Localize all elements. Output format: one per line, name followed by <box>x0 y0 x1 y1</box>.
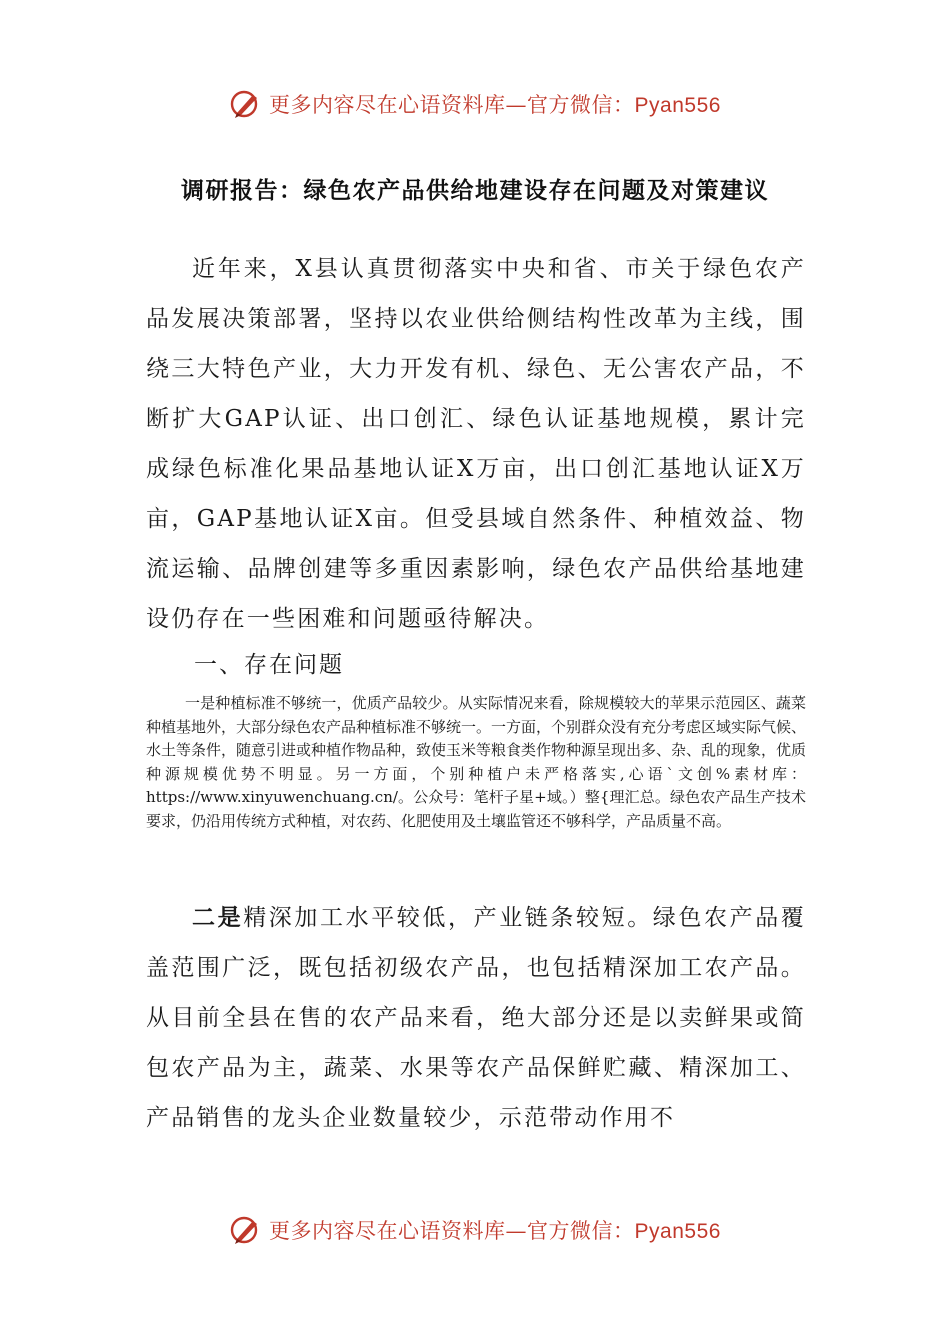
point-one-paragraph <box>146 692 806 833</box>
point-one-text: 一是种植标准不够统一，优质产品较少。从实际情况来看，除规模较大的苹果示范园区、蔬菜种植基地外，大部分绿色农产品种植标准不够统一。一方面，个别群众没有充分考虑区域实际气候、水土等条件，随意引进或种植作物品种，致使玉米等粮食类作物种源呈现出多、杂、乱的现象，优质种源规模优势不明显。另一方面，个别种植户未严格落实,心语`文创%素材库：https://www.xinyuwenchuang.cn/。公众号：笔杆子星+域。）整{理汇总。绿色农产品生产技术要求，仍沿用传统方式种植，对农药、化肥使用及土壤监管还不够科学，产品质量不高。 <box>146 694 807 830</box>
point-two-text <box>146 893 806 1143</box>
point-two-paragraph <box>146 893 806 1143</box>
intro-paragraph <box>146 244 806 644</box>
banner-text-main: 更多内容尽在心语资料库—官方微信： <box>269 1219 635 1243</box>
banner-wechat-id: Pyan556 <box>634 94 721 117</box>
banner-text-main: 更多内容尽在心语资料库—官方微信： <box>269 93 635 117</box>
banner-text <box>269 1215 721 1245</box>
section-heading: 一、存在问题 <box>194 652 344 678</box>
footer-banner <box>0 1210 950 1250</box>
banner-wechat-id: Pyan556 <box>634 1220 721 1243</box>
header-banner <box>0 84 950 124</box>
point-two-body: 精深加工水平较低，产业链条较短。绿色农产品覆盖范围广泛，既包括初级农产品，也包括精深加工农产品。从目前全县在售的农产品来看，绝大部分还是以卖鲜果或简包农产品为主，蔬菜、水果等农产品保鲜贮藏、精深加工、产品销售的龙头企业数量较少，示范带动作用不 <box>146 905 806 1131</box>
pen-circle-logo-icon <box>229 87 263 121</box>
point-two-lead: 二是 <box>192 904 244 931</box>
intro-text: 近年来，X县认真贯彻落实中央和省、市关于绿色农产品发展决策部署，坚持以农业供给侧结构性改革为主线，围绕三大特色产业，大力开发有机、绿色、无公害农产品，不断扩大GAP认证、出口创汇、绿色认证基地规模，累计完成绿色标准化果品基地认证X万亩，出口创汇基地认证X万亩，GAP基地认证X亩。但受县域自然条件、种植效益、物流运输、品牌创建等多重因素影响，绿色农产品供给基地建设仍存在一些困难和问题亟待解决。 <box>146 256 806 632</box>
pen-circle-logo-icon <box>229 1213 263 1247</box>
document-title: 调研报告：绿色农产品供给地建设存在问题及对策建议 <box>181 177 769 204</box>
banner-text <box>269 89 721 119</box>
